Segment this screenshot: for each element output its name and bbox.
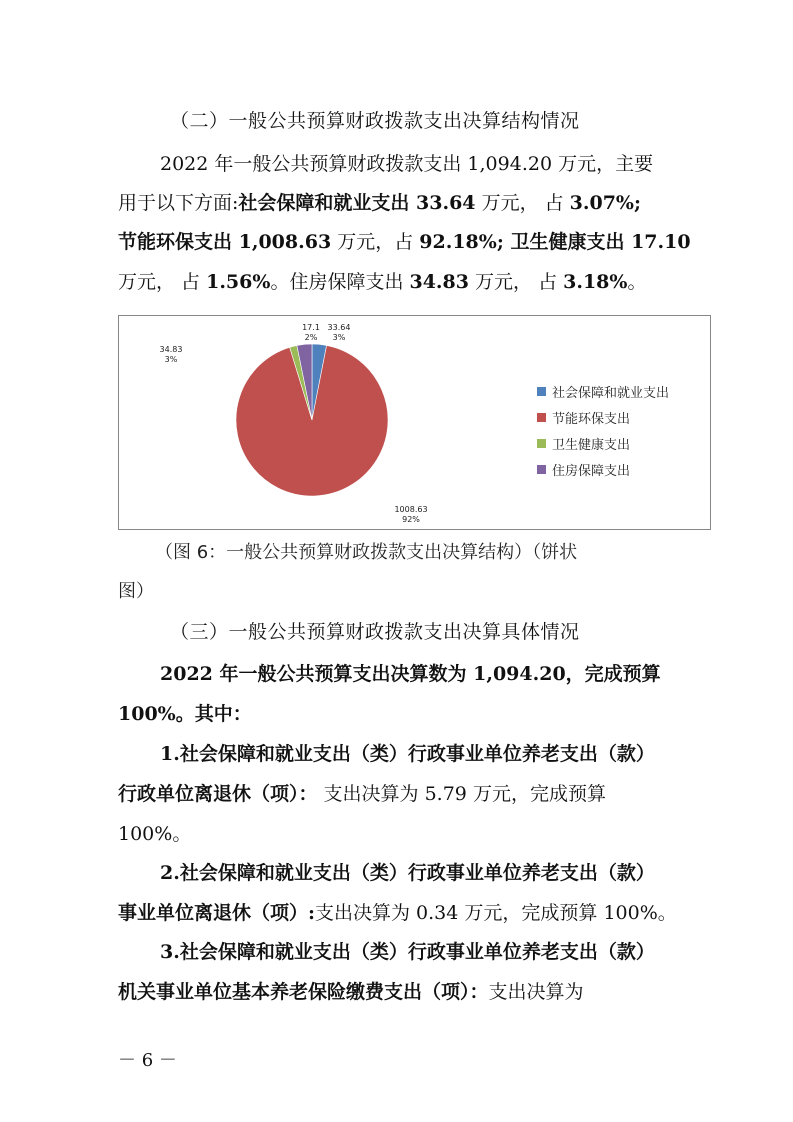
figure-caption-line-1: （图 6：一般公共预算财政拨款支出决算结构）（饼状	[155, 542, 578, 563]
bold-text: 3.07%;	[569, 192, 641, 214]
text: 支出决算为 0.34 万元，完成预算 100%。	[315, 902, 677, 924]
data-label-value: 34.83	[159, 345, 183, 354]
legend-item	[537, 378, 669, 404]
text: 用于以下方面:	[118, 192, 239, 214]
data-label-percent: 3%	[332, 333, 346, 342]
paragraph-1-line-1: 2022 年一般公共预算财政拨款支出 1,094.20 万元，主要	[160, 153, 654, 175]
chart-legend	[537, 378, 669, 482]
bold-text: 机关事业单位基本养老保险缴费支出（项）：	[118, 981, 489, 1003]
text: 万元， 占	[475, 192, 570, 214]
legend-label: 住房保障支出	[552, 463, 631, 479]
legend-label: 卫生健康支出	[552, 437, 631, 453]
item-1-line-3: 100%。	[118, 823, 192, 845]
text: 支出决算为	[488, 981, 584, 1003]
text: 万元， 占	[468, 271, 564, 293]
text: 。	[627, 271, 647, 293]
legend-item	[537, 456, 669, 482]
paragraph-2-line-2: 100%。其中：	[118, 703, 252, 725]
bold-text: 行政单位离退休（项）：	[118, 783, 318, 805]
bold-text: 事业单位离退休（项）:	[118, 902, 316, 924]
data-label-percent: 92%	[402, 515, 420, 524]
bold-text: 1.56%	[206, 271, 271, 293]
section-heading-2: （二）一般公共预算财政拨款支出决算结构情况	[170, 110, 580, 132]
item-3-line-2	[118, 980, 584, 1004]
text: 万元， 占	[118, 271, 207, 293]
legend-label: 节能环保支出	[552, 411, 631, 427]
paragraph-1-line-4	[118, 270, 646, 294]
data-label-percent: 2%	[304, 333, 318, 342]
bold-text: 卫生健康支出 17.10	[503, 231, 691, 253]
data-label-value: 33.64	[327, 323, 351, 332]
legend-swatch	[537, 413, 546, 422]
legend-swatch	[537, 387, 546, 396]
legend-label: 社会保障和就业支出	[552, 385, 670, 401]
item-1-line-2	[118, 782, 606, 806]
paragraph-1-line-3	[118, 230, 691, 254]
text: 万元，占	[331, 231, 420, 253]
data-label-value: 1008.63	[394, 505, 428, 514]
bold-text: 3.18%	[563, 271, 628, 293]
text: 。住房保障支出	[270, 271, 410, 293]
legend-swatch	[537, 465, 546, 474]
item-2-line-2	[118, 901, 677, 925]
section-heading-3: （三）一般公共预算财政拨款支出决算具体情况	[170, 621, 580, 643]
bold-text: 92.18%;	[419, 231, 504, 253]
page-number: － 6 －	[118, 1050, 177, 1071]
item-1-line-1: 1.社会保障和就业支出（类）行政事业单位养老支出（款）	[160, 743, 655, 765]
bold-text: 节能环保支出 1,008.63	[118, 231, 332, 253]
data-label-percent: 3%	[164, 355, 178, 364]
bold-text: 社会保障和就业支出 33.64	[238, 192, 476, 214]
legend-swatch	[537, 439, 546, 448]
paragraph-2-line-1: 2022 年一般公共预算支出决算数为 1,094.20，完成预算	[160, 663, 661, 685]
legend-item	[537, 404, 669, 430]
legend-item	[537, 430, 669, 456]
text: 支出决算为 5.79 万元，完成预算	[317, 783, 606, 805]
paragraph-1-line-2	[118, 191, 641, 215]
item-3-line-1: 3.社会保障和就业支出（类）行政事业单位养老支出（款）	[160, 941, 655, 963]
data-label-value: 17.1	[302, 323, 320, 332]
item-2-line-1: 2.社会保障和就业支出（类）行政事业单位养老支出（款）	[160, 862, 655, 884]
bold-text: 34.83	[409, 271, 469, 293]
figure-caption-line-2: 图）	[118, 581, 154, 602]
pie-chart	[118, 315, 711, 530]
